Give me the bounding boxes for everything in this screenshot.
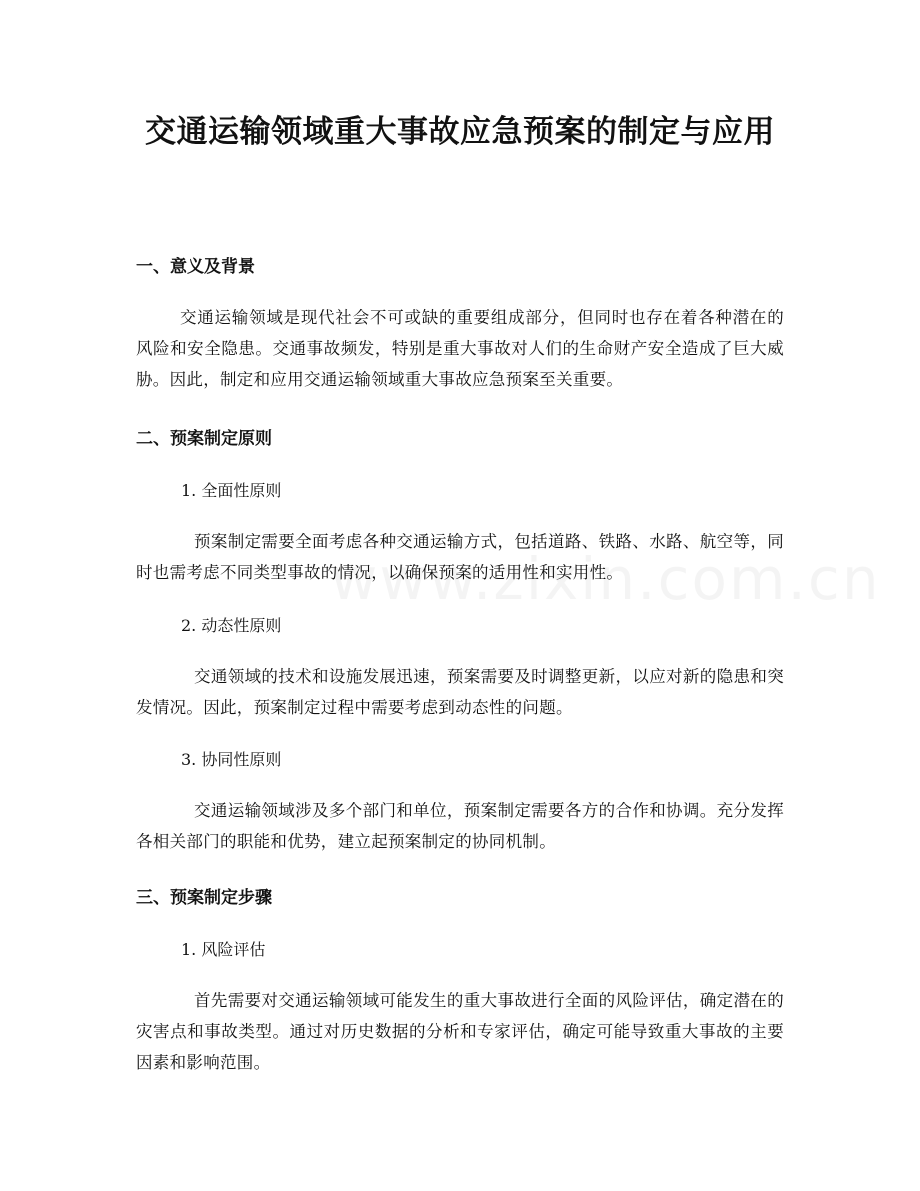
principle-2-paragraph: 交通领域的技术和设施发展迅速，预案需要及时调整更新，以应对新的隐患和突发情况。因此，预案制定过程中需要考虑到动态性的问题。 xyxy=(136,667,784,717)
step-1-label: 1. 风险评估 xyxy=(181,940,266,959)
principle-3-label: 3. 协同性原则 xyxy=(181,750,282,769)
section-1-paragraph: 交通运输领域是现代社会不可或缺的重要组成部分，但同时也存在着各种潜在的风险和安全隐患。交通事故频发，特别是重大事故对人们的生命财产安全造成了巨大威胁。因此，制定和应用交通运输领域重大事故应急预案至关重要。 xyxy=(136,308,784,389)
document-title: 交通运输领域重大事故应急预案的制定与应用 xyxy=(145,114,775,150)
section-heading-3: 三、预案制定步骤 xyxy=(136,888,272,908)
principle-3-paragraph: 交通运输领域涉及多个部门和单位，预案制定需要各方的合作和协调。充分发挥各相关部门的职能和优势，建立起预案制定的协同机制。 xyxy=(136,801,784,851)
step-1-paragraph: 首先需要对交通运输领域可能发生的重大事故进行全面的风险评估，确定潜在的灾害点和事故类型。通过对历史数据的分析和专家评估，确定可能导致重大事故的主要因素和影响范围。 xyxy=(136,991,784,1072)
principle-2-label: 2. 动态性原则 xyxy=(181,616,282,635)
section-heading-1: 一、意义及背景 xyxy=(136,257,255,277)
section-heading-2: 二、预案制定原则 xyxy=(136,429,272,449)
principle-1-label: 1. 全面性原则 xyxy=(181,481,282,500)
principle-1-paragraph: 预案制定需要全面考虑各种交通运输方式，包括道路、铁路、水路、航空等，同时也需考虑不同类型事故的情况，以确保预案的适用性和实用性。 xyxy=(136,532,784,582)
